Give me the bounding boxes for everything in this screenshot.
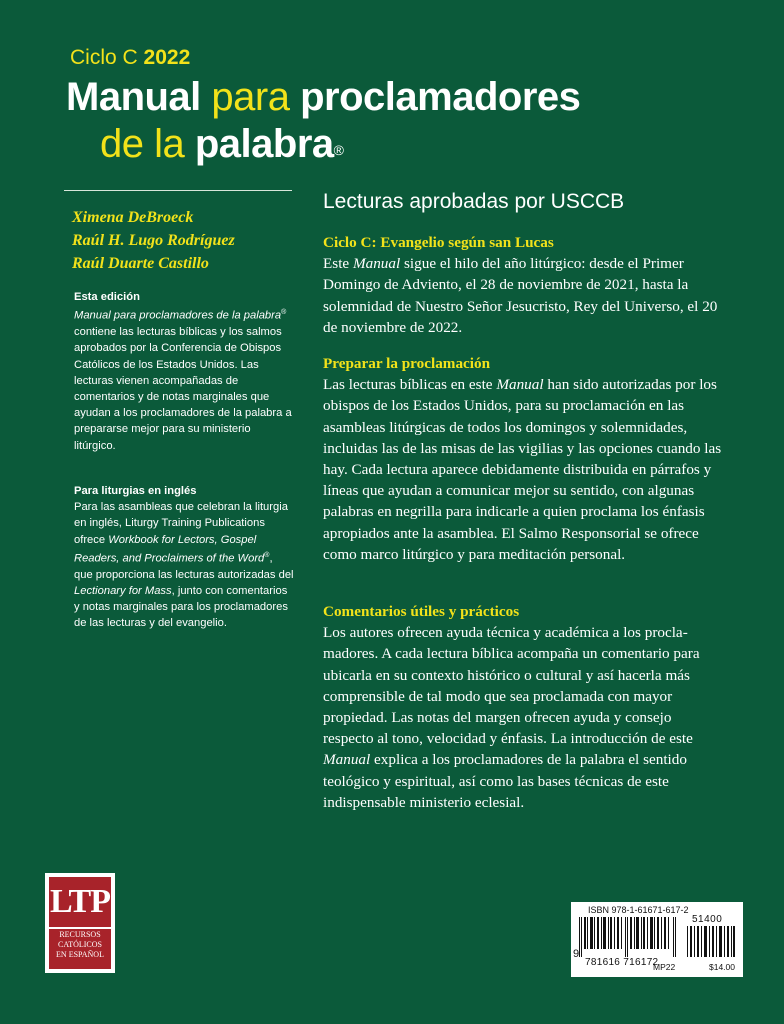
subtitle: Lecturas aprobadas por USCCB	[323, 190, 625, 213]
section-heading: Ciclo C: Evangelio según san Lucas	[323, 234, 554, 251]
divider	[64, 190, 292, 191]
cycle-year: 2022	[143, 46, 191, 69]
section-text: Este Manual sigue el hilo del año litúrgico: desde el Primer Domingo de Adviento, el 28 de noviembre de 2021, hasta la solemnidad de Nuestro Señor Jesucristo, Rey del Universo, el 20 de noviembre de 2022.	[323, 255, 718, 336]
section-cycle	[323, 232, 723, 338]
addon-digits: 51400	[692, 914, 723, 925]
edition-heading: Esta edición	[74, 291, 140, 303]
ltp-logo-mark: LTP	[49, 877, 111, 927]
english-text: Para las asambleas que celebran la liturgia en inglés, Liturgy Training Publications ofrece Workbook for Lectors, Gospel Readers, and Proclaimers of the Word®, que proporciona las lecturas autorizadas del Lectionary for Mass, junto con comentarios y notas marginales para los proclamadores de las lecturas y del evangelio.	[74, 501, 294, 630]
edition-section	[74, 289, 294, 454]
cycle-label: Ciclo C 2022	[70, 46, 191, 69]
section-prepare	[323, 353, 723, 565]
section-text: Las lecturas bíblicas en este Manual han sido autorizadas por los obispos de los Estados Unidos, para su proclamación en las asambleas litúrgicas de todos los domingos y solemnidades, incluidas las de las misas de las vigilias y las opciones cuando las hay. Cada lectura aparece debidamente distribuida en párrafos y líneas que ayudan a comunicar mejor su sentido, con algunas palabras en negrilla para indicarle a quien proclama los énfasis apropiados ante la asamblea. El Salmo Responsorial se ofrece como marco litúrgico y para meditación personal.	[323, 376, 722, 563]
edition-text: Manual para proclamadores de la palabra® contiene las lecturas bíblicas y los salmos aprobados por la Conferencia de Obispos Católicos de los Estados Unidos. Las lecturas vienen acompañadas de comentarios y de notas marginales que ayudan a los proclamadores de la palabra a prepararse mejor para su ministerio litúrgico.	[74, 309, 292, 452]
english-section	[74, 483, 294, 632]
barcode-box	[571, 902, 743, 977]
section-heading: Comentarios útiles y prácticos	[323, 603, 520, 620]
author-name: Raúl H. Lugo Rodríguez	[72, 232, 235, 249]
section-text: Los autores ofrecen ayuda técnica y académica a los proclamadores. A cada lectura bíblica acompaña un comentario para ubicarla en su contexto histórico o cultural y así hacerla más comprensible de tal modo que sea proclamada con mayor propiedad. Las notas del margen ofrecen ayuda y consejo respecto al tono, velocidad y énfasis. La introducción de este Manual explica a los proclamadores de la palabra el sentido teológico y espiritual, así como las bases técnicas de este indispensable ministerio eclesial.	[323, 624, 700, 811]
addon-barcode-icon	[687, 926, 735, 957]
section-heading: Preparar la proclamación	[323, 355, 491, 372]
book-title: Manual para proclamadores de la palabra®	[66, 75, 581, 166]
product-code: MP22	[653, 962, 676, 972]
price: $14.00	[709, 962, 735, 972]
english-heading: Para liturgias en inglés	[74, 485, 197, 497]
author-name: Ximena DeBroeck	[72, 209, 194, 226]
isbn-text: ISBN 978-1-61671-617-2	[588, 905, 689, 915]
barcode-first-digit: 9	[573, 948, 580, 960]
author-name: Raúl Duarte Castillo	[72, 255, 209, 272]
author-list	[72, 206, 235, 275]
barcode-digits: 781616 716172	[585, 957, 659, 968]
ltp-logo	[45, 873, 115, 973]
section-comments	[323, 601, 723, 813]
ltp-logo-text: RECURSOS CATÓLICOS EN ESPAÑOL	[49, 929, 111, 969]
barcode-icon	[579, 917, 677, 957]
